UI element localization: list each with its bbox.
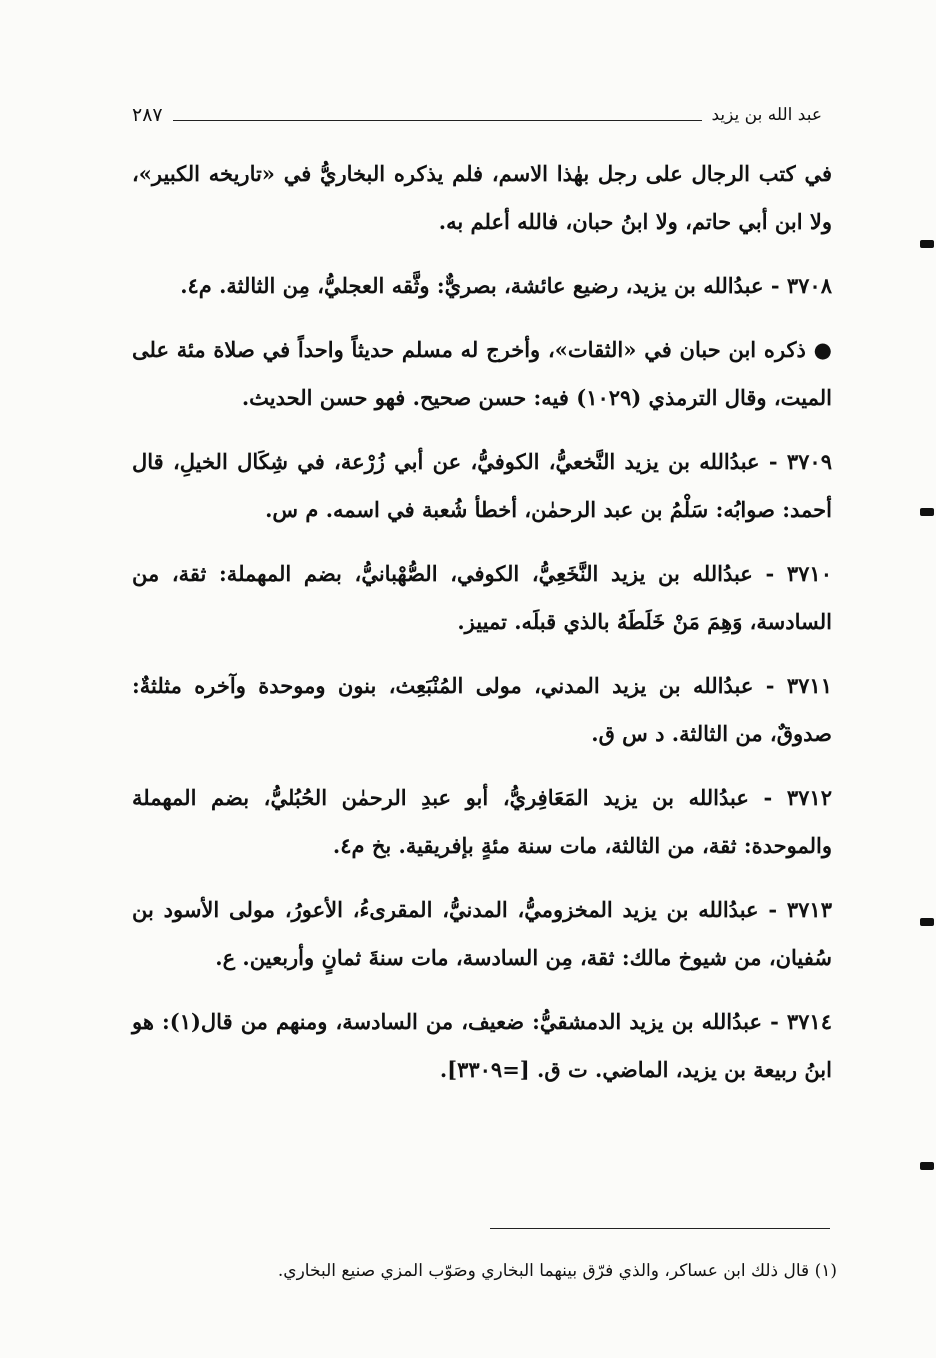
- running-title: عبد الله بن يزيد: [711, 105, 822, 125]
- entry-3714: ٣٧١٤ - عبدُالله بن يزيد الدمشقيُّ: ضعيف، من السادسة، ومنهم من قال(١): هو ابنُ ربيعة بن يزيد، الماضي. ت ق. [=٣٣٠٩].: [132, 1009, 832, 1082]
- page-body: [132, 150, 832, 1110]
- margin-mark: [920, 240, 934, 248]
- running-header: [132, 100, 822, 130]
- paragraph-continuation: في كتب الرجال على رجل بهٰذا الاسم، فلم يذكره البخاريُّ في «تاريخه الكبير»، ولا ابن أبي حاتم، ولا ابنُ حبان، فالله أعلم به.: [132, 161, 832, 234]
- entry-3708: ٣٧٠٨ - عبدُالله بن يزيد، رضيع عائشة، بصريٌّ: وثَّقه العجليُّ، مِن الثالثة. م٤.: [180, 273, 832, 298]
- entry-3713: ٣٧١٣ - عبدُالله بن يزيد المخزوميُّ، المدنيُّ، المقرىءُ، الأعورُ، مولى الأسود بن سُفيان، من شيوخ مالك: ثقة، مِن السادسة، مات سنةَ ثمانٍ وأربعين. ع.: [132, 897, 832, 970]
- margin-mark: [920, 508, 934, 516]
- margin-mark: [920, 918, 934, 926]
- footnote: (١) قال ذلك ابن عساكر، والذي فرّق بينهما البخاري وصَوّب المزي صنيع البخاري.: [277, 1261, 837, 1281]
- header-rule: [173, 120, 702, 121]
- note-3708: ● ذكره ابن حبان في «الثقات»، وأخرج له مسلم حديثاً واحداً في صلاة مئة على الميت، وقال الترمذي (١٠٢٩) فيه: حسن صحيح. فهو حسن الحديث.: [132, 337, 832, 410]
- entry-3712: ٣٧١٢ - عبدُالله بن يزيد المَعَافِريُّ، أبو عبدِ الرحمٰن الحُبُليُّ، بضم المهملة والموحدة: ثقة، من الثالثة، مات سنة مئةٍ بإفريقية. بخ م٤.: [132, 785, 832, 858]
- entry-3709: ٣٧٠٩ - عبدُالله بن يزيد النَّخعيُّ، الكوفيُّ، عن أبي زُرْعة، في شِكَال الخيلِ، قال أحمد: صوابُه: سَلْمُ بن عبد الرحمٰن، أخطأ شُعبة في اسمه. م س.: [132, 449, 832, 522]
- page-number: ٢٨٧: [132, 104, 163, 126]
- margin-mark: [920, 1162, 934, 1170]
- footnote-rule: [490, 1228, 830, 1229]
- entry-3710: ٣٧١٠ - عبدُالله بن يزيد النَّخَعِيُّ، الكوفي، الصُّهْبانيُّ، بضم المهملة: ثقة، من السادسة، وَهِمَ مَنْ خَلَطَهُ بالذي قبلَه. تمييز.: [132, 561, 832, 634]
- entry-3711: ٣٧١١ - عبدُالله بن يزيد المدني، مولى المُنْبَعِث، بنون وموحدة وآخره مثلثةٌ: صدوقٌ، من الثالثة. د س ق.: [132, 673, 832, 746]
